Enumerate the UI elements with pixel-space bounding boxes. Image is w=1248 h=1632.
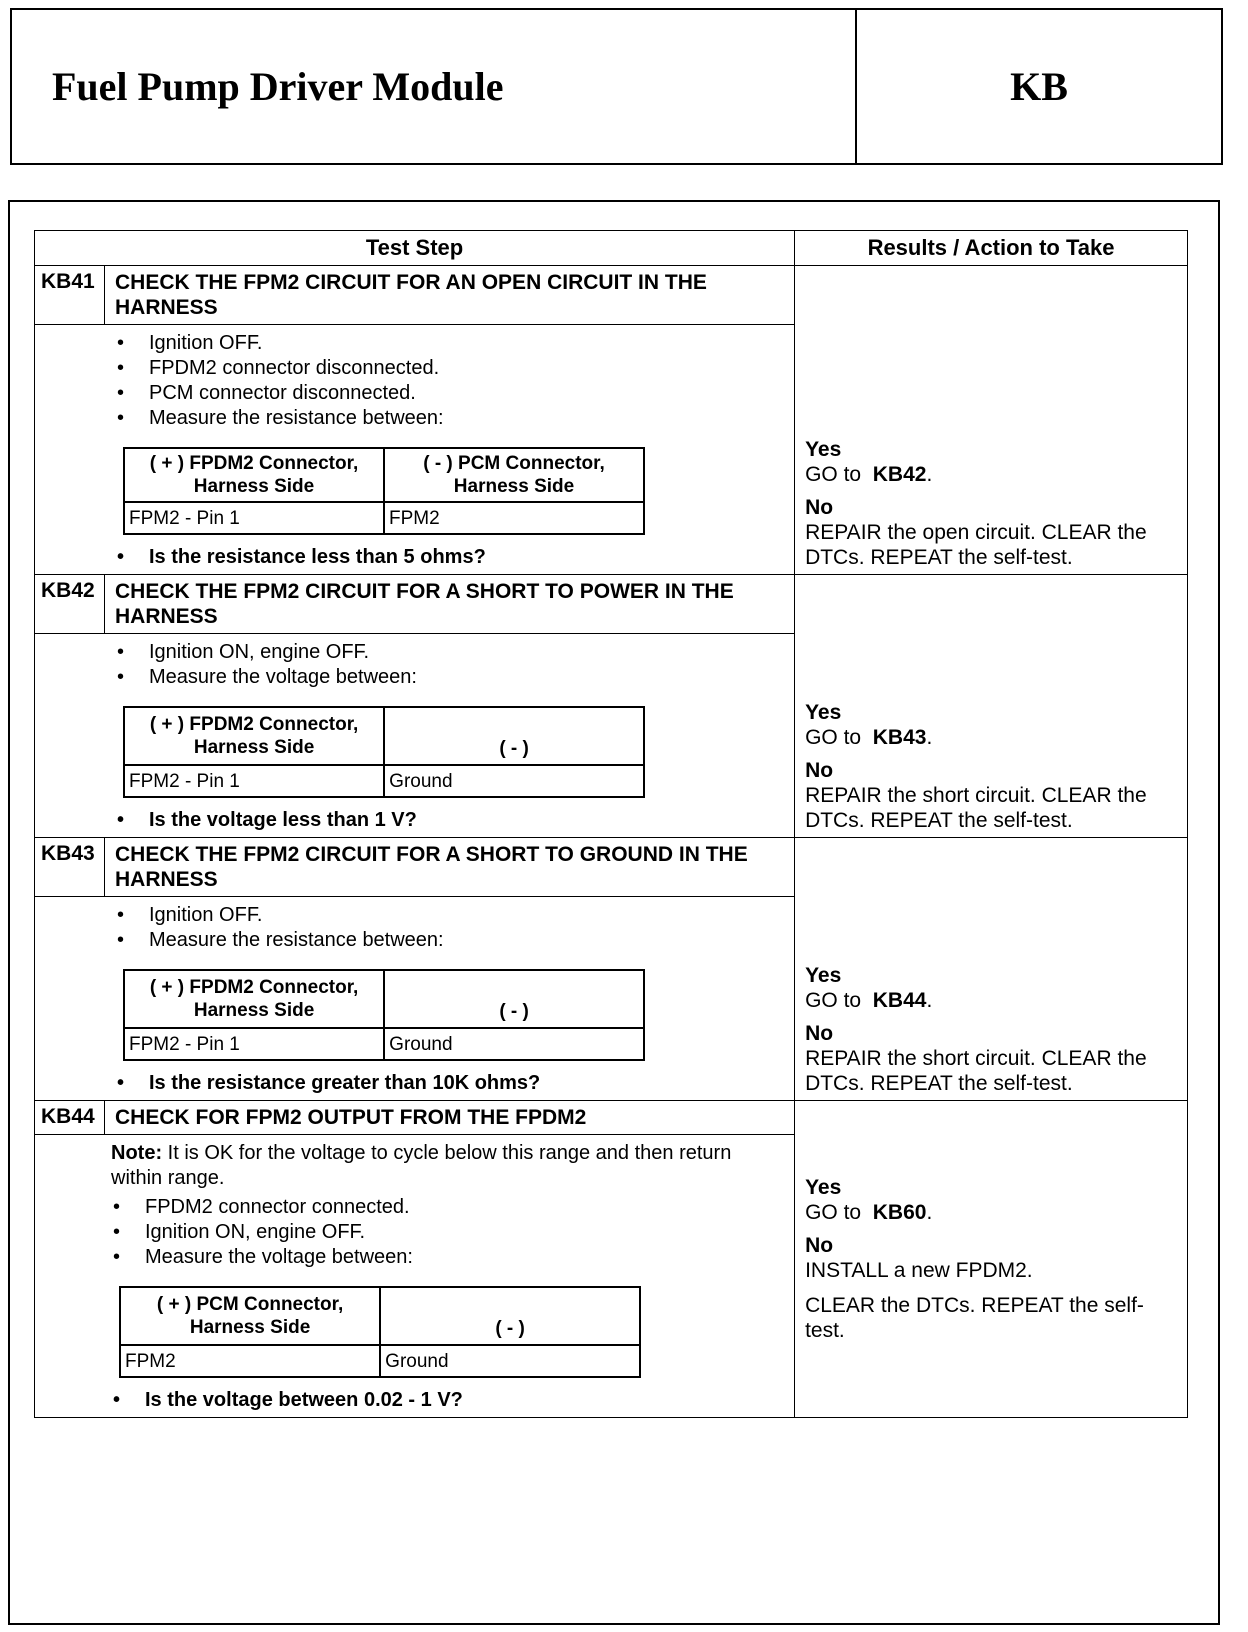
column-header-results: Results / Action to Take <box>795 231 1188 266</box>
column-header-test-step: Test Step <box>35 231 795 266</box>
step-title: CHECK THE FPM2 CIRCUIT FOR A SHORT TO GROUND IN THE HARNESS <box>115 843 748 891</box>
step-header <box>35 1101 794 1135</box>
test-step-cell <box>35 1101 795 1418</box>
instruction-item: • Ignition OFF. <box>115 331 784 356</box>
test-step-cell <box>35 838 795 1101</box>
step-question: • Is the voltage less than 1 V? <box>115 808 784 833</box>
result-actions <box>805 437 1179 570</box>
page-title: Fuel Pump Driver Module <box>12 10 857 163</box>
result-cell <box>795 838 1188 1101</box>
test-step-row <box>35 838 1188 1101</box>
negative-lead-value: Ground <box>384 765 644 797</box>
page-header <box>10 8 1223 165</box>
measurement-table <box>123 447 645 535</box>
goto-step-link[interactable]: KB44 <box>872 989 927 1012</box>
negative-lead-header: ( - ) <box>384 707 644 765</box>
punctuation: . <box>926 726 933 749</box>
step-instructions <box>115 331 784 431</box>
section-code: KB <box>1010 64 1068 109</box>
goto-step-link[interactable]: KB42 <box>872 463 927 486</box>
step-body <box>35 325 794 574</box>
negative-lead-header: ( - ) <box>384 970 644 1028</box>
measurement-table <box>119 1286 641 1378</box>
step-question: • Is the voltage between 0.02 - 1 V? <box>111 1388 784 1413</box>
step-question: • Is the resistance less than 5 ohms? <box>115 545 784 570</box>
yes-action-text: GO to <box>805 1201 862 1224</box>
no-label: No <box>805 1234 834 1257</box>
test-step-cell <box>35 266 795 575</box>
goto-step-link[interactable]: KB60 <box>872 1201 927 1224</box>
no-action: REPAIR the open circuit. CLEAR the DTCs. REPEAT the self-test. <box>805 521 1147 569</box>
step-note <box>111 1141 784 1191</box>
negative-lead-header: ( - ) PCM Connector, Harness Side <box>384 448 644 502</box>
positive-lead-header: ( + ) PCM Connector, Harness Side <box>120 1287 380 1345</box>
positive-lead-header: ( + ) FPDM2 Connector, Harness Side <box>124 970 384 1028</box>
step-title: CHECK FOR FPM2 OUTPUT FROM THE FPDM2 <box>115 1106 587 1129</box>
yes-action <box>805 988 1179 1013</box>
test-step-row <box>35 1101 1188 1418</box>
result-actions <box>805 1175 1179 1343</box>
positive-lead-header: ( + ) FPDM2 Connector, Harness Side <box>124 707 384 765</box>
no-action: REPAIR the short circuit. CLEAR the DTCs. REPEAT the self-test. <box>805 784 1147 832</box>
instruction-item: • Measure the resistance between: <box>115 406 784 431</box>
measurement-table <box>123 706 645 798</box>
instruction-item: • FPDM2 connector disconnected. <box>115 356 784 381</box>
yes-label: Yes <box>805 701 842 724</box>
positive-lead-header: ( + ) FPDM2 Connector, Harness Side <box>124 448 384 502</box>
instruction-item: • Measure the resistance between: <box>115 928 784 953</box>
yes-action-text: GO to <box>805 726 862 749</box>
no-label: No <box>805 496 834 519</box>
step-title: CHECK THE FPM2 CIRCUIT FOR AN OPEN CIRCUIT IN THE HARNESS <box>115 271 707 319</box>
positive-lead-value: FPM2 <box>120 1345 380 1377</box>
step-title: CHECK THE FPM2 CIRCUIT FOR A SHORT TO POWER IN THE HARNESS <box>115 580 734 628</box>
yes-label: Yes <box>805 964 842 987</box>
step-header <box>35 838 794 897</box>
punctuation: . <box>926 1201 933 1224</box>
instruction-item: • FPDM2 connector connected. <box>111 1195 784 1220</box>
yes-action <box>805 1200 1179 1225</box>
test-step-row <box>35 575 1188 838</box>
note-label: Note: <box>111 1142 163 1164</box>
no-action: INSTALL a new FPDM2. <box>805 1259 1033 1282</box>
instruction-item: • PCM connector disconnected. <box>115 381 784 406</box>
negative-lead-value: FPM2 <box>384 502 644 534</box>
step-instructions <box>115 903 784 953</box>
step-id: KB44 <box>35 1101 105 1134</box>
step-question: • Is the resistance greater than 10K ohms? <box>115 1071 784 1096</box>
step-id: KB42 <box>35 575 105 633</box>
negative-lead-value: Ground <box>380 1345 640 1377</box>
no-action-followup: CLEAR the DTCs. REPEAT the self-test. <box>805 1294 1144 1342</box>
yes-action <box>805 462 1179 487</box>
punctuation: . <box>926 989 933 1012</box>
no-action: REPAIR the short circuit. CLEAR the DTCs. REPEAT the self-test. <box>805 1047 1147 1095</box>
no-label: No <box>805 759 834 782</box>
no-label: No <box>805 1022 834 1045</box>
result-cell <box>795 575 1188 838</box>
yes-action-text: GO to <box>805 989 862 1012</box>
result-actions <box>805 700 1179 833</box>
goto-step-link[interactable]: KB43 <box>872 726 927 749</box>
yes-label: Yes <box>805 1176 842 1199</box>
result-cell <box>795 1101 1188 1418</box>
result-actions <box>805 963 1179 1096</box>
step-header <box>35 266 794 325</box>
punctuation: . <box>926 463 933 486</box>
note-text: It is OK for the voltage to cycle below this range and then return within range. <box>111 1142 732 1189</box>
test-step-cell <box>35 575 795 838</box>
negative-lead-value: Ground <box>384 1028 644 1060</box>
instruction-item: • Ignition OFF. <box>115 903 784 928</box>
table-header-row <box>35 231 1188 266</box>
step-instructions <box>111 1195 784 1270</box>
instruction-item: • Measure the voltage between: <box>115 665 784 690</box>
diagnostic-table <box>34 230 1188 1418</box>
instruction-item: • Ignition ON, engine OFF. <box>115 640 784 665</box>
step-body <box>35 634 794 837</box>
instruction-item: • Measure the voltage between: <box>111 1245 784 1270</box>
step-body <box>35 1135 794 1417</box>
negative-lead-header: ( - ) <box>380 1287 640 1345</box>
yes-label: Yes <box>805 438 842 461</box>
positive-lead-value: FPM2 - Pin 1 <box>124 1028 384 1060</box>
step-id: KB41 <box>35 266 105 324</box>
positive-lead-value: FPM2 - Pin 1 <box>124 502 384 534</box>
step-id: KB43 <box>35 838 105 896</box>
step-instructions <box>115 640 784 690</box>
instruction-item: • Ignition ON, engine OFF. <box>111 1220 784 1245</box>
step-header <box>35 575 794 634</box>
yes-action <box>805 725 1179 750</box>
result-cell <box>795 266 1188 575</box>
yes-action-text: GO to <box>805 463 862 486</box>
test-step-row <box>35 266 1188 575</box>
measurement-table <box>123 969 645 1061</box>
positive-lead-value: FPM2 - Pin 1 <box>124 765 384 797</box>
step-body <box>35 897 794 1100</box>
